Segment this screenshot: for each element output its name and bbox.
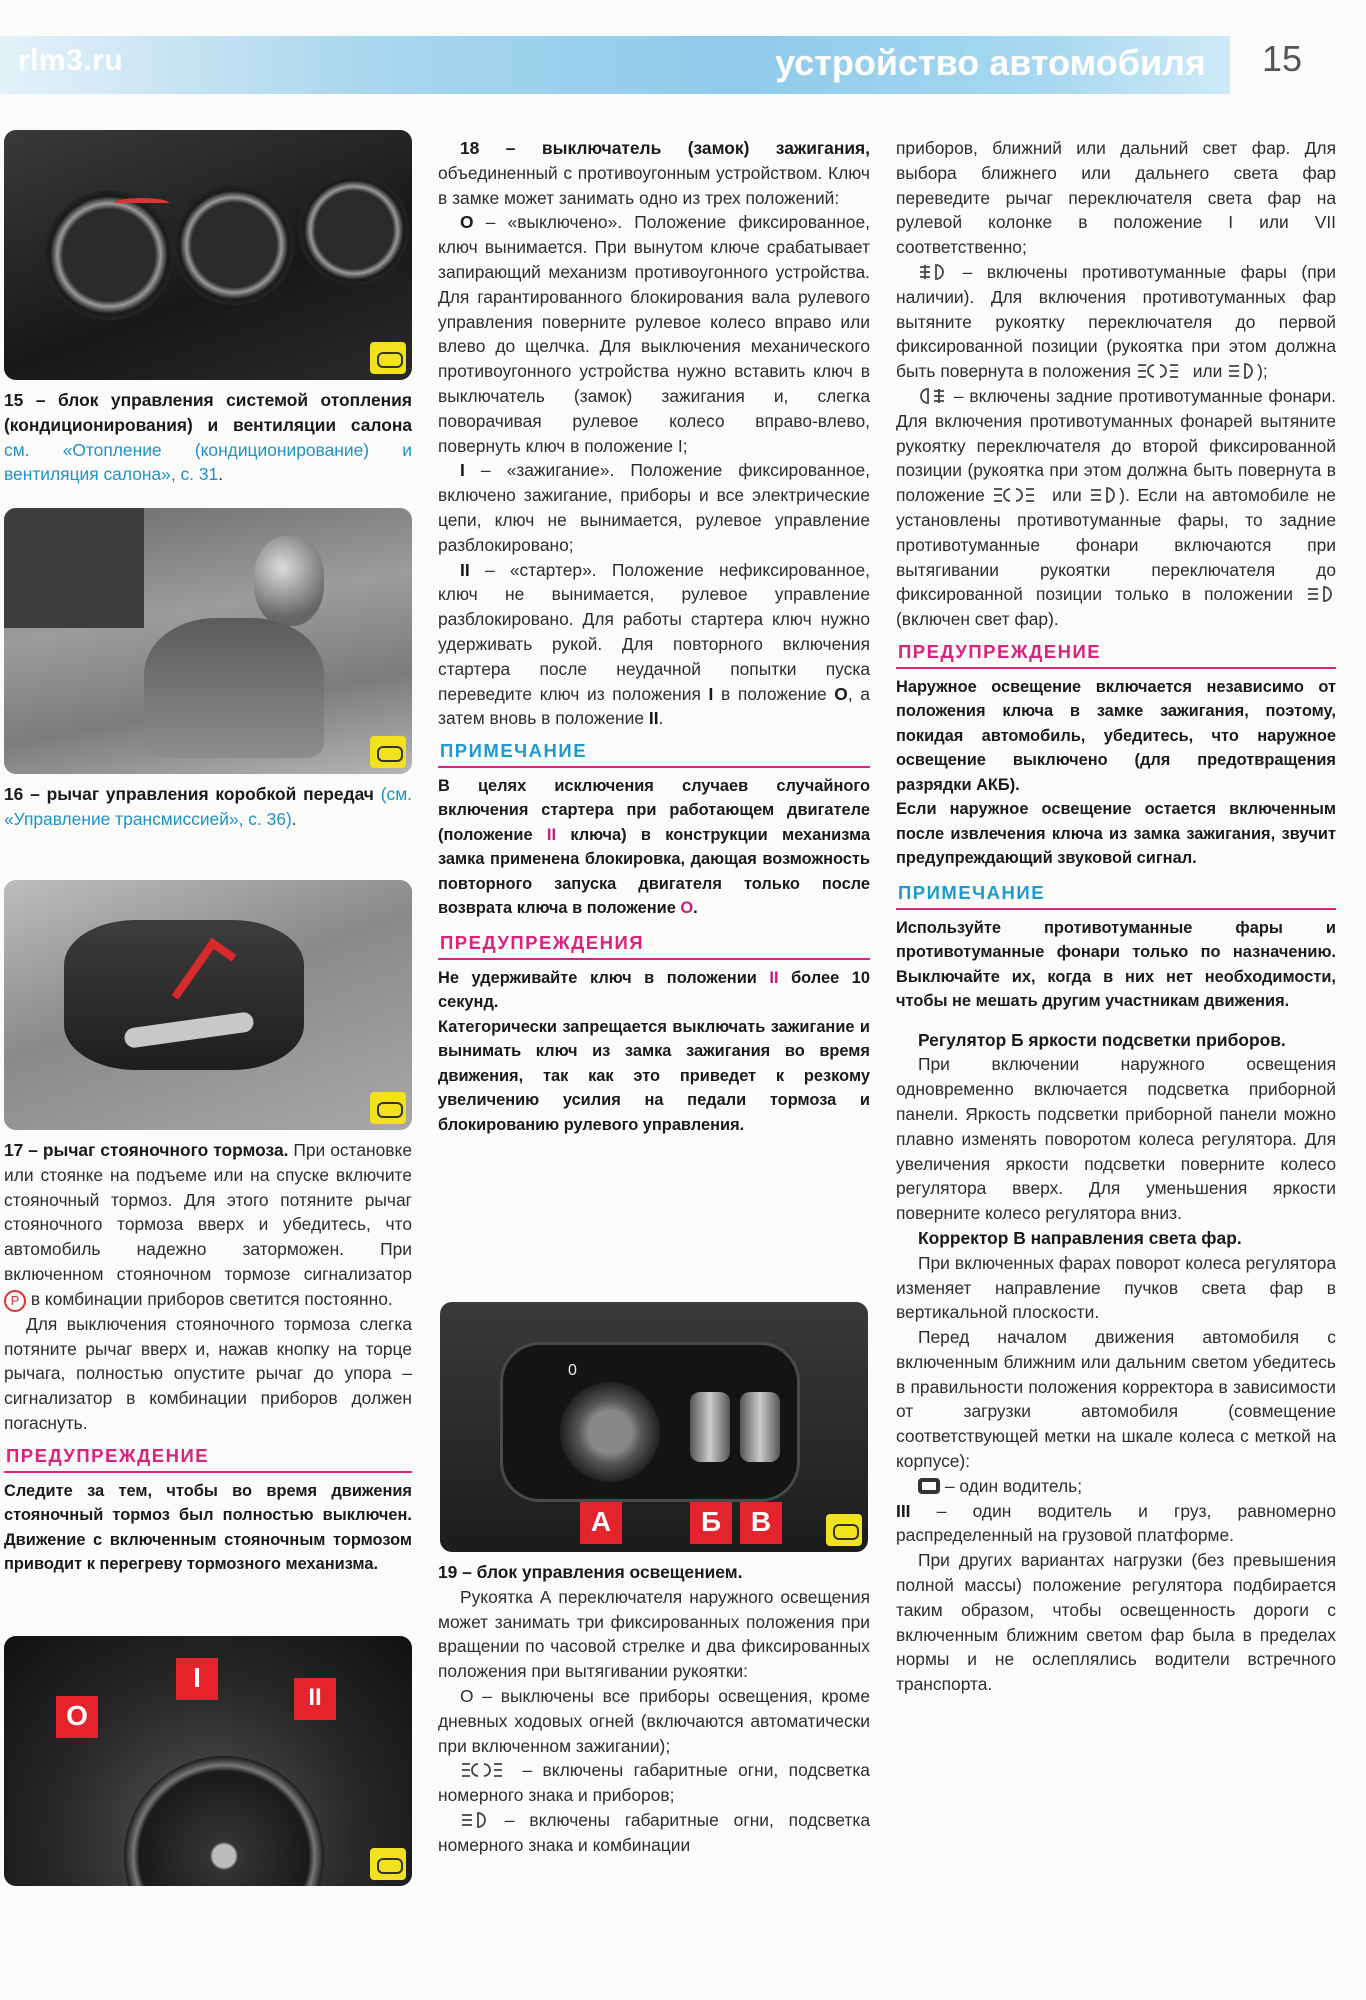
warning-box: ПРЕДУПРЕЖДЕНИЯ Не удерживайте ключ в положении II более 10 секунд. Категорически запрещается выключать зажигание и вынимать ключ из замка зажигания во время движения, так как это приведет к резкому увеличению усилия на педали тормоза и блокированию рулевого управления. bbox=[438, 931, 870, 1134]
photo-parking-brake bbox=[4, 880, 412, 1130]
subheading-brightness: Регулятор Б яркости подсветки приборов. bbox=[918, 1029, 1286, 1050]
label-zero: 0 bbox=[568, 1362, 577, 1379]
note-title: ПРИМЕЧАНИЕ bbox=[438, 739, 870, 768]
side-lights-icon bbox=[460, 1761, 512, 1779]
headlight-icon bbox=[1089, 486, 1119, 504]
link-heating[interactable]: см. «Отопление (кондиционирование) и вентиляция салона», с. 31 bbox=[4, 439, 412, 485]
page-number: 15 bbox=[1262, 38, 1303, 79]
warning-title: ПРЕДУПРЕЖДЕНИЕ bbox=[4, 1444, 412, 1473]
caption-18: 18 – выключатель (замок) зажигания, bbox=[460, 138, 870, 158]
warning-title: ПРЕДУПРЕЖДЕНИЕ bbox=[896, 640, 1336, 669]
note-box: ПРИМЕЧАНИЕ В целях исключения случаев случайного включения стартера при работающем двигателе (положение II ключа) в конструкции механизма замка применена блокировка, дающая возможность повторного запуска двигателя только после возврата ключа в положение O. bbox=[438, 740, 870, 918]
label-v: В bbox=[740, 1502, 782, 1544]
photo-climate-control bbox=[4, 130, 412, 380]
photo-gear-lever bbox=[4, 508, 412, 774]
label-b: Б bbox=[690, 1502, 732, 1544]
label-o: O bbox=[56, 1696, 98, 1738]
warning-box: ПРЕДУПРЕЖДЕНИЕ Наружное освещение включается независимо от положения ключа в замке зажигания, поэтому, покидая автомобиль, убедитесь, что наружное освещение выключено (для предотвращения разрядки АКБ). Если наружное освещение остается включенным после извлечения ключа из замка зажигания, звучит предупреждающий звуковой сигнал. bbox=[896, 640, 1336, 868]
paragraph: Перед началом движения автомобиля с включенным ближним или дальним светом убедитесь в правильности положения корректора в зависимости от загрузки автомобиля (совмещение соответствующей метки на шкале колеса с меткой на корпусе): bbox=[896, 1327, 1336, 1472]
side-lights-icon bbox=[992, 486, 1044, 504]
camera-icon bbox=[370, 1092, 406, 1124]
paragraph: О – выключены все приборы освещения, кроме дневных ходовых огней (включаются автоматически при включенном зажигании); bbox=[438, 1685, 870, 1756]
photo-light-control bbox=[440, 1302, 868, 1552]
section-title: устройство автомобиля bbox=[775, 42, 1206, 83]
front-fog-icon bbox=[918, 263, 948, 281]
warning-title: ПРЕДУПРЕЖДЕНИЯ bbox=[438, 931, 870, 960]
site-watermark: rlm3.ru bbox=[18, 44, 124, 77]
rear-fog-icon bbox=[918, 387, 948, 405]
label-i: I bbox=[176, 1658, 218, 1700]
camera-icon bbox=[370, 736, 406, 768]
caption-19: 19 – блок управления освещением. bbox=[438, 1562, 743, 1582]
note-title: ПРИМЕЧАНИЕ bbox=[896, 881, 1336, 910]
driver-mark-icon bbox=[918, 1478, 940, 1494]
caption-17: 17 – рычаг стояночного тормоза. bbox=[4, 1140, 289, 1160]
paragraph: Рукоятка А переключателя наружного освещения может занимать три фиксированных положения при вращении по часовой стрелке и два фиксированных положения при вытягивании рукоятки: bbox=[438, 1586, 870, 1682]
caption-15: 15 – блок управления системой отопления (кондиционирования) и вентиляции салона bbox=[4, 390, 412, 435]
paragraph: приборов, ближний или дальний свет фар. Для выбора ближнего или дальнего света фар переведите рычаг переключателя света фар на рулевой колонке в положение I или VII соответственно; bbox=[896, 138, 1336, 258]
paragraph: При включенных фарах поворот колеса регулятора изменяет направление пучков света фар в вертикальной плоскости. bbox=[896, 1252, 1336, 1323]
label-a: А bbox=[580, 1502, 622, 1544]
side-lights-icon bbox=[1136, 362, 1188, 380]
paragraph: Для выключения стояночного тормоза слегка потяните рычаг вверх и, нажав кнопку на торце рычага, полностью опустите рычаг до упора – сигнализатор в комбинации приборов должен погаснуть. bbox=[4, 1313, 412, 1433]
subheading-corrector: Корректор В направления света фар. bbox=[918, 1227, 1242, 1248]
parking-brake-indicator-icon: P bbox=[4, 1290, 26, 1312]
camera-icon bbox=[370, 1848, 406, 1880]
headlight-icon bbox=[460, 1811, 490, 1829]
paragraph: При других вариантах нагрузки (без превышения полной массы) положение регулятора подбирается таким образом, чтобы освещенность дороги с включенным ближним светом фар была в пределах нормы и не ослеплялись водители встречного транспорта. bbox=[896, 1550, 1336, 1695]
caption-16: 16 – рычаг управления коробкой передач bbox=[4, 784, 374, 804]
photo-ignition-lock bbox=[4, 1636, 412, 1886]
link-transmission[interactable]: (см. «Управление трансмиссией», с. 36) bbox=[4, 784, 412, 829]
warning-box: ПРЕДУПРЕЖДЕНИЕ Следите за тем, чтобы во время движения стояночный тормоз был полностью выключен. Движение с включенным стояночным тормозом приводит к перегреву тормозного механизма. bbox=[4, 1444, 412, 1574]
headlight-icon bbox=[1306, 585, 1336, 603]
camera-icon bbox=[370, 342, 406, 374]
camera-icon bbox=[826, 1514, 862, 1546]
headlight-icon bbox=[1227, 362, 1257, 380]
label-ii: II bbox=[294, 1678, 336, 1720]
note-box: ПРИМЕЧАНИЕ Используйте противотуманные фары и противотуманные фонари только по назначению. Выключайте их, когда в них нет необходимости, чтобы не мешать другим участникам движения. bbox=[896, 881, 1336, 1011]
paragraph: При включении наружного освещения одновременно включается подсветка приборной панели. Яркость подсветки приборной панели можно плавно изменять поворотом колеса регулятора. Для увеличения яркости подсветки поверните колесо регулятора вверх. Для уменьшения яркости поверните колесо регулятора вниз. bbox=[896, 1054, 1336, 1224]
